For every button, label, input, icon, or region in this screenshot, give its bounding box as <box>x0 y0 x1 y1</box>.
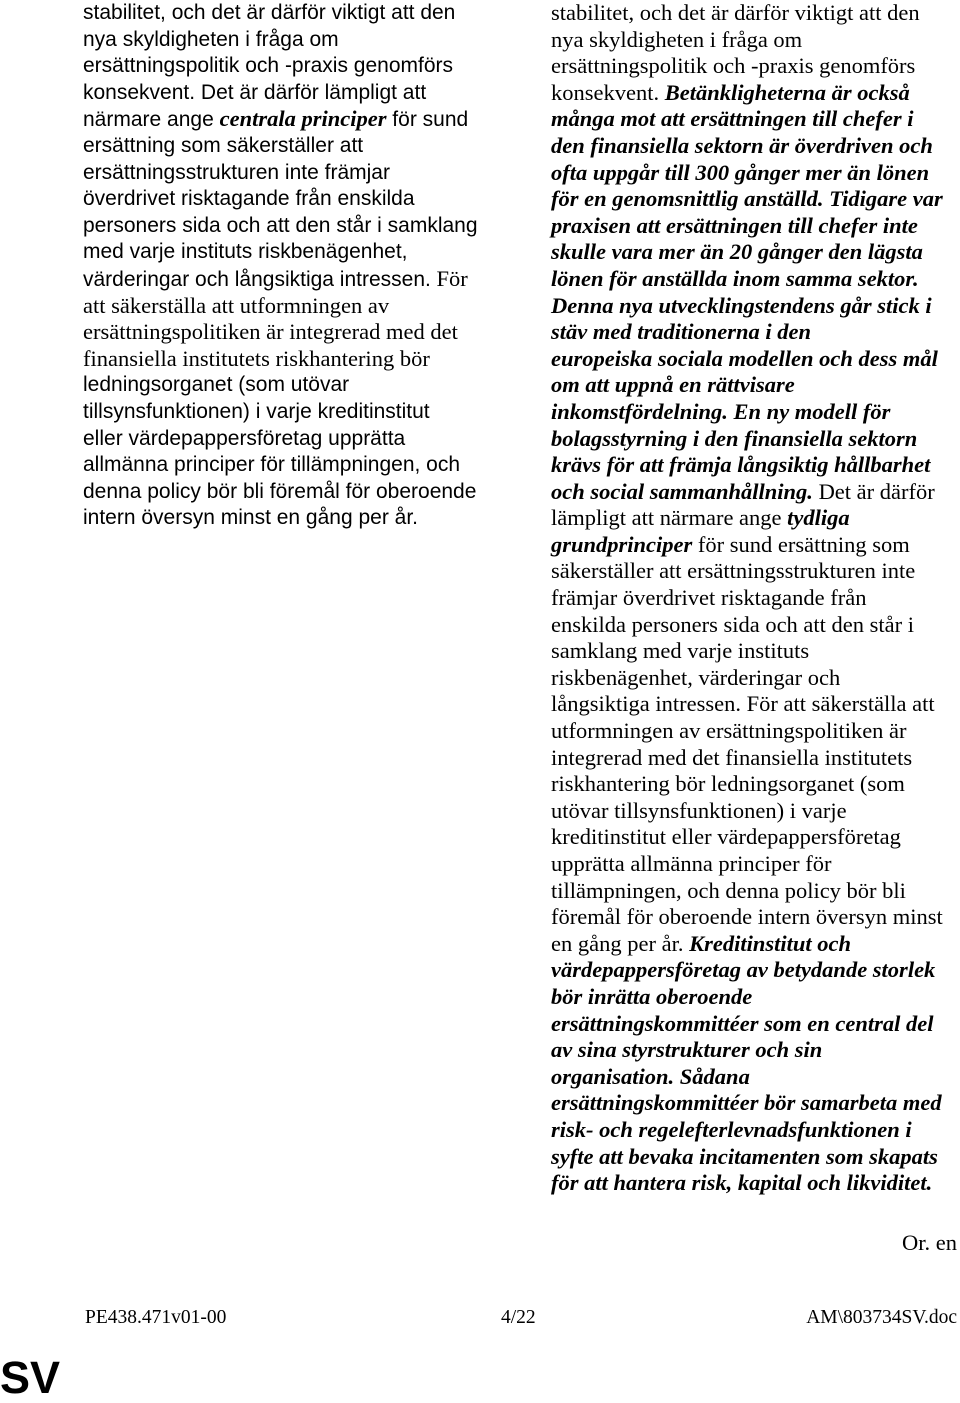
right-column-line <box>551 771 957 798</box>
right-column-line <box>551 80 957 107</box>
left-column-line <box>83 505 483 532</box>
language-badge: SV <box>0 1352 61 1403</box>
right-column-line <box>551 133 957 160</box>
right-column-line <box>551 665 957 692</box>
text-run: utövar tillsynsfunktionen) i varje <box>551 797 847 823</box>
footer-page-number: 4/22 <box>501 1307 536 1328</box>
right-column-line <box>551 718 957 745</box>
left-column-line <box>83 80 483 107</box>
right-column-line <box>551 372 957 399</box>
emphasis-text: europeiska sociala modellen och dess mål <box>551 345 938 371</box>
text-run: främjar överdrivet risktagande från <box>551 585 867 611</box>
left-column-line <box>83 27 483 54</box>
emphasis-text: krävs för att främja långsiktig hållbarhet <box>551 452 931 478</box>
text-run: lämpligt att närmare ange <box>551 505 788 531</box>
emphasis-text: Denna nya utvecklingstendens går stick i <box>551 292 932 318</box>
text-run: att säkerställa att utformningen av <box>83 292 390 318</box>
right-column-line <box>551 213 957 240</box>
text-run: för sund ersättning som <box>692 531 910 557</box>
right-column-line <box>551 27 957 54</box>
emphasis-text: risk- och regelefterlevnadsfunktionen i <box>551 1116 912 1142</box>
right-column-line <box>551 904 957 931</box>
right-column-line <box>551 558 957 585</box>
text-run: För <box>430 265 468 291</box>
text-run: personers sida och att den står i samklang <box>83 213 478 237</box>
text-run: tillsynsfunktionen) i varje kreditinstitut <box>83 399 430 423</box>
emphasis-text: den finansiella sektorn är överdriven och <box>551 132 933 158</box>
text-run: ersättningspolitiken är integrerad med det <box>83 319 458 345</box>
text-run: värderingar och långsiktiga intressen. <box>83 267 431 291</box>
right-column-line <box>551 585 957 612</box>
right-column-line <box>551 878 957 905</box>
emphasis-text: centrala principer <box>219 106 387 132</box>
text-run: med varje instituts riskbenägenhet, <box>83 240 408 264</box>
right-column-line <box>551 798 957 825</box>
right-column-line <box>551 266 957 293</box>
text-run: ledningsorganet (som utövar <box>83 373 350 397</box>
right-column-line <box>551 931 957 958</box>
original-language-note: Or. en <box>902 1230 957 1255</box>
right-column-line <box>551 399 957 426</box>
emphasis-text: värdepappersföretag av betydande storlek <box>551 957 936 983</box>
left-column-line <box>83 372 483 399</box>
left-column-line <box>83 452 483 479</box>
left-column-line <box>83 399 483 426</box>
right-column-line <box>551 426 957 453</box>
text-run: långsiktiga intressen. För att säkerställa att <box>551 691 935 717</box>
emphasis-text: syfte att bevaka incitamenten som skapats <box>551 1143 938 1169</box>
right-column-line <box>551 1011 957 1038</box>
text-run: kreditinstitut eller värdepappersföretag <box>551 824 901 850</box>
text-run: en gång per år. <box>551 930 690 956</box>
right-column-line <box>551 691 957 718</box>
text-run: tillämpningen, och denna policy bör bli <box>551 877 906 903</box>
right-column-line <box>551 532 957 559</box>
emphasis-text: grundprinciper <box>551 531 693 557</box>
emphasis-text: Kreditinstitut och <box>689 930 851 956</box>
left-column-line <box>83 266 483 293</box>
emphasis-text: stäv med traditionerna i den <box>551 319 812 345</box>
left-column-text <box>83 0 483 532</box>
emphasis-text: för en genomsnittlig anställd. Tidigare var <box>551 186 943 212</box>
text-run: enskilda personers sida och att den står i <box>551 611 915 637</box>
right-column-line <box>551 1064 957 1091</box>
right-column-line <box>551 1090 957 1117</box>
text-run: utformningen av ersättningspolitiken är <box>551 718 907 744</box>
left-column-line <box>83 426 483 453</box>
emphasis-text: många mot att ersättningen till chefer i <box>551 106 914 132</box>
left-column-line <box>83 319 483 346</box>
text-run: ersättningsstrukturen inte främjar <box>83 160 390 184</box>
right-column-line <box>551 1117 957 1144</box>
text-run: allmänna principer för tillämpningen, och <box>83 453 461 477</box>
text-run: nya skyldigheten i fråga om <box>83 27 339 51</box>
text-run: riskbenägenhet, värderingar och <box>551 664 841 690</box>
emphasis-text: bör inrätta oberoende <box>551 983 753 1009</box>
emphasis-text: och social sammanhållning. <box>551 478 813 504</box>
text-run: finansiella institutets riskhantering bör <box>83 345 430 371</box>
emphasis-text: bolagsstyrning i den finansiella sektorn <box>551 425 918 451</box>
text-run: säkerställer att ersättningsstrukturen inte <box>551 558 916 584</box>
text-run: denna policy bör bli föremål för oberoende <box>83 479 477 503</box>
left-column-line <box>83 479 483 506</box>
text-run: ersättningspolitik och -praxis genomförs <box>83 54 454 78</box>
right-column-line <box>551 745 957 772</box>
right-column-line <box>551 239 957 266</box>
text-run: ersättning som säkerställer att <box>83 133 364 157</box>
emphasis-text: skulle vara mer än 20 gånger den lägsta <box>551 239 923 265</box>
left-column-line <box>83 133 483 160</box>
text-run: intern översyn minst en gång per år. <box>83 506 419 530</box>
right-column-line <box>551 160 957 187</box>
left-column-line <box>83 346 483 373</box>
left-column-line <box>83 213 483 240</box>
right-column-line <box>551 638 957 665</box>
text-run: stabilitet, och det är därför viktigt att den <box>83 1 456 24</box>
right-column-line <box>551 0 957 27</box>
right-column-line <box>551 106 957 133</box>
footer-document-ref: PE438.471v01-00 <box>85 1307 227 1328</box>
left-column-line <box>83 53 483 80</box>
emphasis-text: om att uppnå en rättvisare <box>551 372 795 398</box>
right-column-line <box>551 1037 957 1064</box>
left-column-line <box>83 239 483 266</box>
text-run: ersättningspolitik och -praxis genomförs <box>551 53 916 79</box>
emphasis-text: tydliga <box>787 505 850 531</box>
right-column-line <box>551 479 957 506</box>
right-column-line <box>551 984 957 1011</box>
right-column-line <box>551 612 957 639</box>
right-column-line <box>551 53 957 80</box>
emphasis-text: lönen för anställda inom samma sektor. <box>551 265 919 291</box>
right-column-line <box>551 505 957 532</box>
text-run: integrerad med det finansiella institutets <box>551 744 913 770</box>
right-column-text <box>551 0 957 1197</box>
right-column-line <box>551 824 957 851</box>
text-run: Det är därför <box>812 478 935 504</box>
left-column-line <box>83 186 483 213</box>
emphasis-text: av sina styrstrukturer och sin <box>551 1037 823 1063</box>
text-run: eller värdepappersföretag upprätta <box>83 426 406 450</box>
text-run: stabilitet, och det är därför viktigt att den <box>551 0 920 25</box>
emphasis-text: organisation. Sådana <box>551 1063 750 1089</box>
right-column-line <box>551 1170 957 1197</box>
emphasis-text: praxisen att ersättningen till chefer inte <box>551 212 918 238</box>
footer-file-name: AM\803734SV.doc <box>806 1307 957 1328</box>
right-column-line <box>551 1144 957 1171</box>
left-column-line <box>83 0 483 27</box>
emphasis-text: för att hantera risk, kapital och likviditet. <box>551 1170 933 1196</box>
text-run: samklang med varje instituts <box>551 638 810 664</box>
right-column-line <box>551 186 957 213</box>
emphasis-text: Betänkligheterna är också <box>664 79 910 105</box>
text-run: konsekvent. <box>551 79 665 105</box>
emphasis-text: ofta uppgår till 300 gånger mer än lönen <box>551 159 930 185</box>
text-run: nya skyldigheten i fråga om <box>551 26 803 52</box>
text-run: för sund <box>386 108 469 132</box>
left-column-line <box>83 106 483 133</box>
left-column-line <box>83 160 483 187</box>
emphasis-text: ersättningskommittéer bör samarbeta med <box>551 1090 942 1116</box>
text-run: överdrivet risktagande från enskilda <box>83 187 415 211</box>
right-column-line <box>551 452 957 479</box>
right-column-line <box>551 957 957 984</box>
text-run: närmare ange <box>83 108 220 132</box>
text-run: upprätta allmänna principer för <box>551 851 832 876</box>
text-run: föremål för oberoende intern översyn minst <box>551 904 943 930</box>
right-column-line <box>551 319 957 346</box>
text-run: konsekvent. Det är därför lämpligt att <box>83 80 427 104</box>
emphasis-text: inkomstfördelning. En ny modell för <box>551 398 891 424</box>
right-column-line <box>551 851 957 878</box>
emphasis-text: ersättningskommittéer som en central del <box>551 1010 934 1036</box>
right-column-line <box>551 293 957 320</box>
left-column-line <box>83 293 483 320</box>
right-column-line <box>551 346 957 373</box>
text-run: riskhantering bör ledningsorganet (som <box>551 771 905 797</box>
